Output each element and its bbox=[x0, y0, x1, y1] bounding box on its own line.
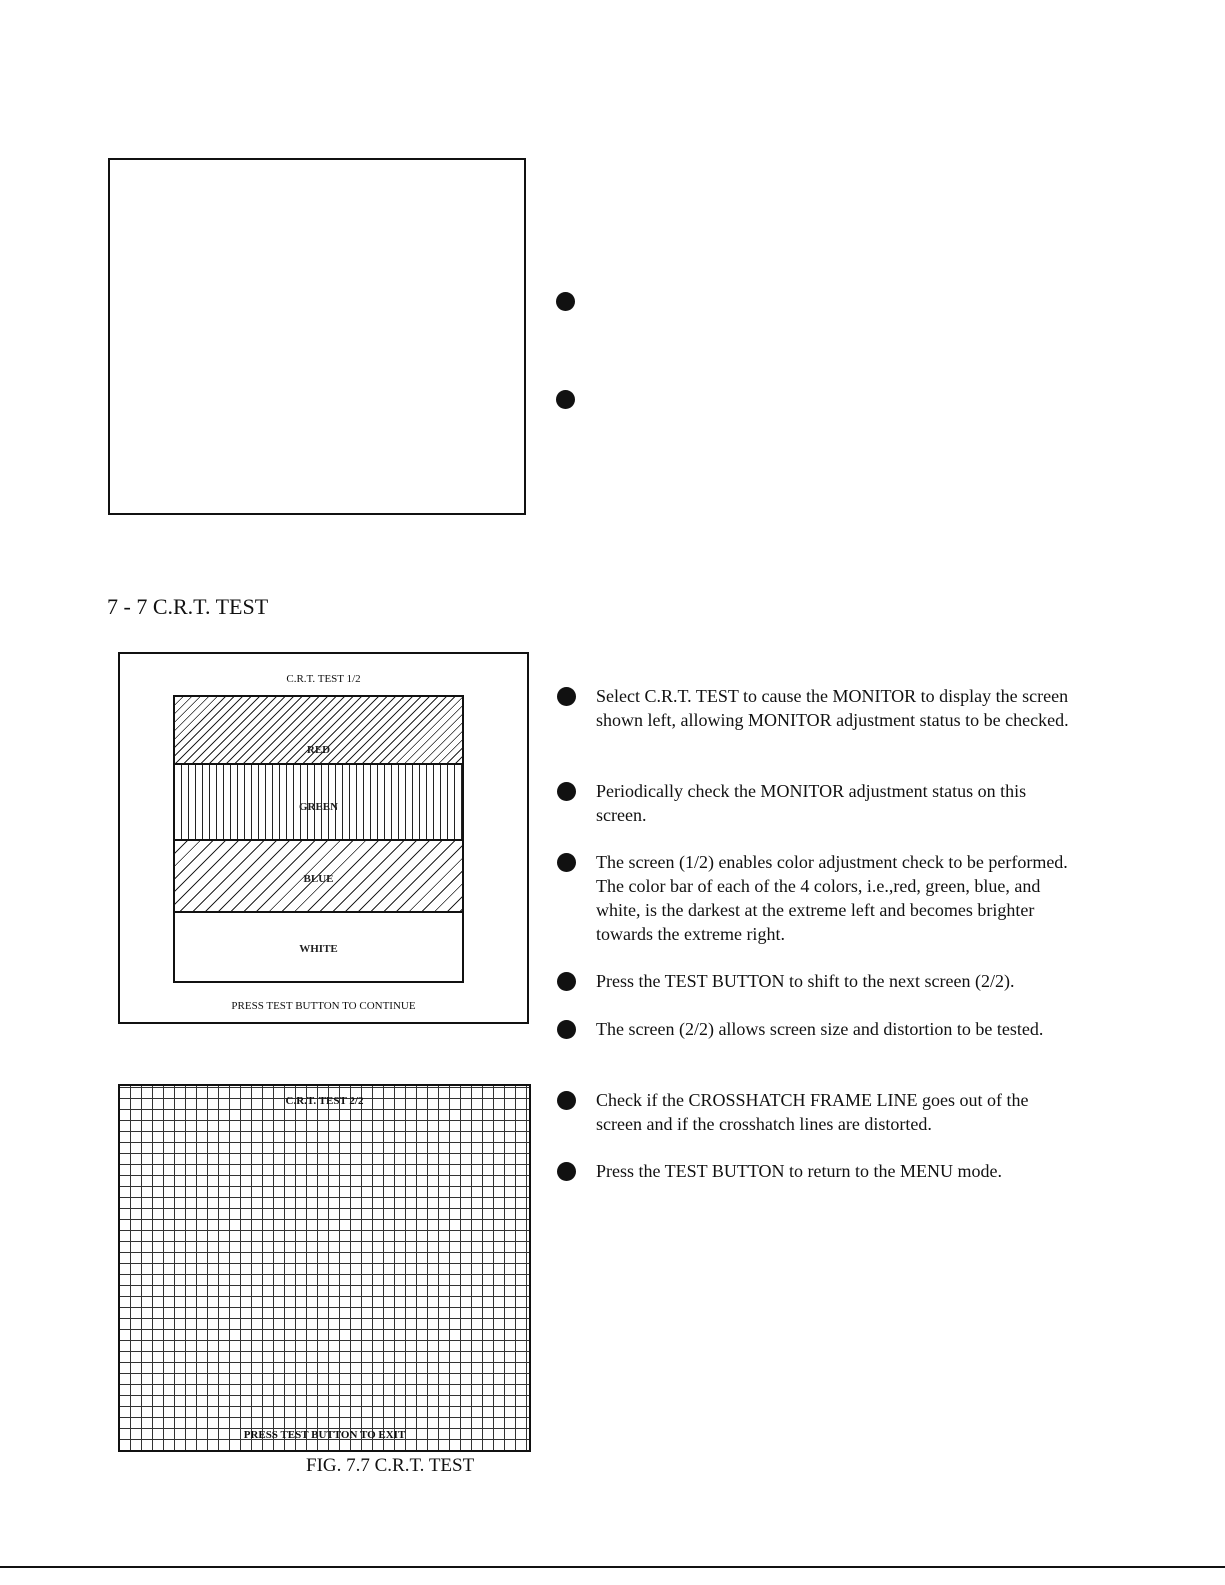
crt-test-screen-1 bbox=[118, 652, 529, 1024]
bullet-marker bbox=[557, 1162, 576, 1181]
bullet-marker bbox=[557, 1091, 576, 1110]
screen-1-title: C.R.T. TEST 1/2 bbox=[286, 673, 361, 685]
instruction-text: The screen (1/2) enables color adjustment check to be performed. The color bar of each of the 4 colors, i.e.,red, green, blue, and white, is the darkest at the extreme left and becomes brighter towards the extreme right. bbox=[596, 852, 1068, 944]
green-bar-label: GREEN bbox=[298, 801, 339, 813]
blue-bar-label: BLUE bbox=[303, 873, 334, 885]
instruction-text: Press the TEST BUTTON to shift to the next screen (2/2). bbox=[596, 971, 1015, 991]
section-title: 7 - 7 C.R.T. TEST bbox=[107, 594, 269, 619]
instruction-text: Periodically check the MONITOR adjustment status on this screen. bbox=[596, 781, 1027, 825]
bullet-marker bbox=[556, 292, 575, 311]
bullet-marker bbox=[556, 390, 575, 409]
figure-caption: FIG. 7.7 C.R.T. TEST bbox=[306, 1455, 475, 1476]
green-bar bbox=[175, 765, 462, 841]
bullet-marker bbox=[557, 853, 576, 872]
red-bar bbox=[175, 697, 462, 765]
screen-1-footer: PRESS TEST BUTTON TO CONTINUE bbox=[231, 1000, 416, 1012]
white-bar-label: WHITE bbox=[299, 943, 338, 955]
instruction-text: Check if the CROSSHATCH FRAME LINE goes out of the screen and if the crosshatch lines are distorted. bbox=[596, 1090, 1029, 1134]
white-bar bbox=[175, 913, 462, 981]
screen-2-title: C.R.T. TEST 2/2 bbox=[285, 1095, 364, 1107]
blue-bar bbox=[175, 841, 462, 913]
bullet-marker bbox=[557, 782, 576, 801]
bullet-marker bbox=[557, 687, 576, 706]
instruction-text: Press the TEST BUTTON to return to the MENU mode. bbox=[596, 1161, 1002, 1181]
instruction-text: Select C.R.T. TEST to cause the MONITOR to display the screen shown left, allowing MONITOR adjustment status to be checked. bbox=[596, 686, 1069, 730]
red-bar-label: RED bbox=[306, 744, 331, 756]
color-bars bbox=[173, 695, 464, 983]
bullet-marker bbox=[557, 972, 576, 991]
page-bottom-rule bbox=[0, 1566, 1225, 1568]
bullet-marker bbox=[557, 1020, 576, 1039]
instruction-text: The screen (2/2) allows screen size and distortion to be tested. bbox=[596, 1019, 1044, 1039]
crt-test-screen-2-crosshatch bbox=[118, 1084, 531, 1452]
top-figure-frame bbox=[108, 158, 526, 515]
screen-2-footer: PRESS TEST BUTTON TO EXIT bbox=[243, 1429, 406, 1441]
